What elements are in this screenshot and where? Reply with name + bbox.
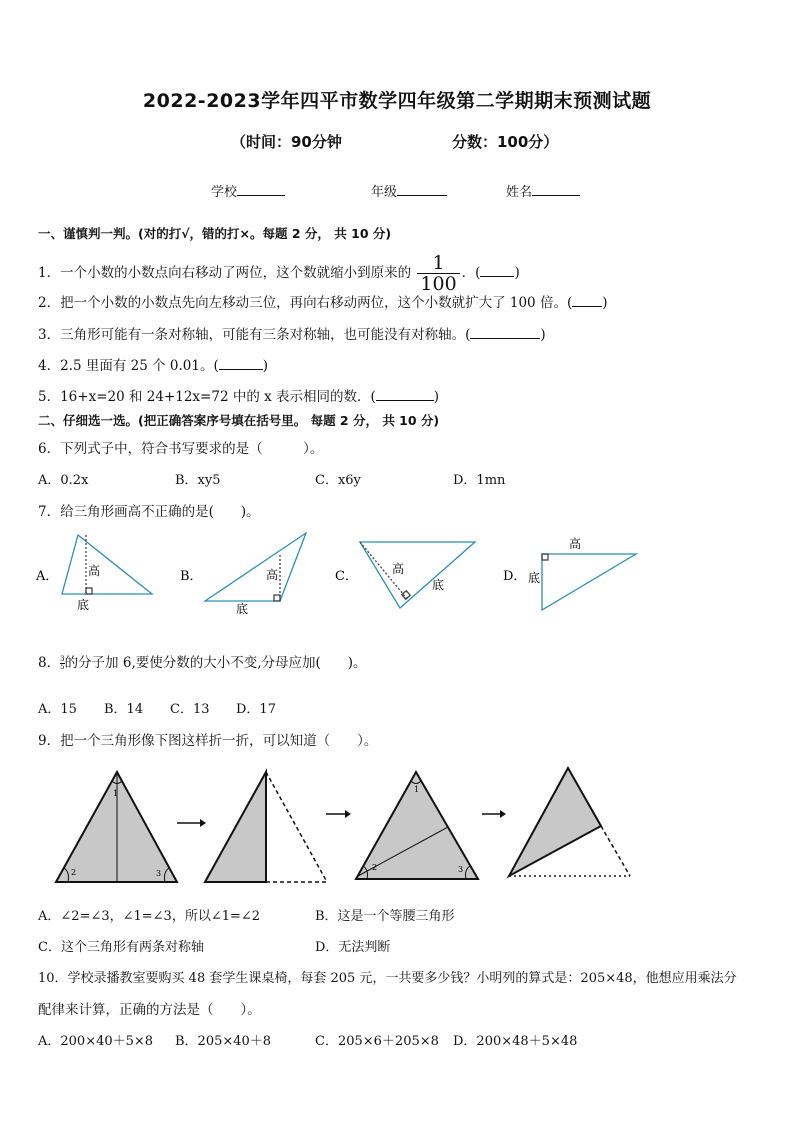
q7-d-gao: 高	[569, 537, 582, 551]
question-2: 2．把一个小数的小数点先向左移动三位，再向右移动两位，这个小数就扩大了 100 倍。( )	[38, 291, 608, 311]
q8-option-b[interactable]: B．14	[104, 702, 144, 717]
q9-option-d[interactable]: D．无法判断	[315, 940, 391, 955]
q7-c-gao: 高	[392, 562, 405, 576]
q6-option-b[interactable]: B．xy5	[175, 473, 221, 488]
q7-label-c[interactable]: C．	[335, 569, 358, 584]
q10-option-c[interactable]: C．205×6＋205×8	[315, 1034, 439, 1049]
question-10-line-2: 配律来计算，正确的方法是（ ）。	[38, 1002, 261, 1018]
q7-triangle-b	[205, 533, 306, 601]
exam-time: （时间：90分钟	[231, 133, 342, 151]
name-field[interactable]	[506, 181, 580, 200]
name-blank[interactable]	[532, 181, 580, 196]
q2-answer-blank[interactable]	[572, 292, 602, 307]
q10-option-d[interactable]: D．200×48＋5×48	[453, 1034, 578, 1049]
q7-triangle-a	[62, 535, 152, 594]
q4-answer-blank[interactable]	[219, 355, 263, 370]
grade-label: 年级	[371, 185, 398, 200]
q7-a-di: 底	[77, 598, 90, 612]
q3-answer-blank[interactable]	[470, 324, 540, 339]
q9-fold-diagram	[50, 764, 650, 889]
q6-option-a[interactable]: A．0.2x	[38, 473, 89, 488]
question-8: 8． $\frac{3}{5}$ 的分子加 6,要使分数的大小不变,分母应加( )。	[38, 655, 367, 671]
q7-label-a[interactable]: A．	[36, 569, 59, 584]
question-4: 4．2.5 里面有 25 个 0.01。( )	[38, 354, 268, 374]
q5-answer-blank[interactable]	[376, 386, 434, 401]
q9-option-a[interactable]: A．∠2=∠3，∠1=∠3，所以∠1=∠2	[38, 909, 261, 924]
q9-angle-2-b: 2	[372, 863, 378, 872]
question-1: 1．一个小数的小数点向右移动了两位，这个数就缩小到原来的 $\frac{1}{100}$ ．( )	[38, 252, 520, 295]
question-3: 3．三角形可能有一条对称轴，可能有三条对称轴，也可能没有对称轴。( )	[38, 323, 546, 343]
school-field[interactable]	[211, 181, 285, 200]
name-label: 姓名	[506, 185, 533, 200]
q7-a-gao: 高	[88, 564, 101, 578]
arrow-right-icon	[482, 810, 506, 818]
q9-angle-1-b: 1	[414, 785, 420, 794]
question-9: 9．把一个三角形像下图这样折一折，可以知道（ ）。	[38, 733, 378, 749]
q10-option-a[interactable]: A．200×40＋5×8	[38, 1034, 154, 1049]
arrow-right-icon	[326, 810, 351, 818]
arrow-right-icon	[177, 819, 206, 827]
q10-option-b[interactable]: B．205×40＋8	[175, 1034, 272, 1049]
grade-blank[interactable]	[397, 181, 447, 196]
q6-option-d[interactable]: D．1mn	[453, 473, 506, 488]
q7-b-di: 底	[236, 602, 249, 616]
q9-triangle-folded-2	[509, 768, 630, 876]
q7-d-di: 底	[528, 571, 541, 585]
q9-angle-3-a: 3	[156, 869, 162, 878]
question-10-line-1: 10．学校录播教室要购买 48 套学生课桌椅，每套 205 元，一共要多少钱？小明列的算式是：205×48，他想应用乘法分	[38, 971, 737, 986]
q9-angle-1-a: 1	[113, 789, 119, 798]
q9-triangle-folded-1	[205, 772, 327, 882]
section-2-heading: 二、仔细选一选。(把正确答案序号填在括号里。 每题 2 分， 共 10 分)	[38, 413, 440, 428]
q8-fraction: $\frac{3}{5}$	[60, 655, 65, 671]
q9-angle-3-b: 3	[458, 865, 464, 874]
q7-label-d[interactable]: D．	[503, 569, 527, 584]
q9-angle-2-a: 2	[71, 868, 77, 877]
exam-score: 分数：100分）	[452, 133, 559, 151]
q7-figures	[30, 525, 670, 625]
q8-option-a[interactable]: A．15	[38, 702, 77, 717]
q7-triangle-c	[360, 542, 475, 608]
section-1-heading: 一、谨慎判一判。(对的打√，错的打×。每题 2 分， 共 10 分)	[38, 226, 392, 241]
q6-option-c[interactable]: C．x6y	[315, 473, 361, 488]
grade-field[interactable]	[371, 181, 447, 200]
q7-label-b[interactable]: B．	[180, 569, 203, 584]
page-title: 2022-2023学年四平市数学四年级第二学期期末预测试题	[142, 90, 652, 112]
q7-triangle-d	[542, 554, 636, 610]
q8-option-c[interactable]: C．13	[170, 702, 210, 717]
q1-answer-blank[interactable]	[480, 262, 514, 277]
question-6: 6．下列式子中，符合书写要求的是（ ）。	[38, 441, 324, 457]
q8-option-d[interactable]: D．17	[236, 702, 276, 717]
question-5: 5．16+x=20 和 24+12x=72 中的 x 表示相同的数．( )	[38, 385, 439, 405]
school-label: 学校	[211, 185, 238, 200]
q1-text: 1．一个小数的小数点向右移动了两位，这个数就缩小到原来的	[38, 265, 412, 281]
q1-fraction: $\frac{1}{100}$	[417, 253, 459, 294]
q7-b-gao: 高	[266, 568, 279, 582]
school-blank[interactable]	[237, 181, 285, 196]
question-7: 7．给三角形画高不正确的是( )。	[38, 504, 260, 520]
q9-option-c[interactable]: C．这个三角形有两条对称轴	[38, 940, 204, 955]
q7-c-di: 底	[432, 578, 445, 592]
q9-option-b[interactable]: B．这是一个等腰三角形	[315, 909, 455, 924]
